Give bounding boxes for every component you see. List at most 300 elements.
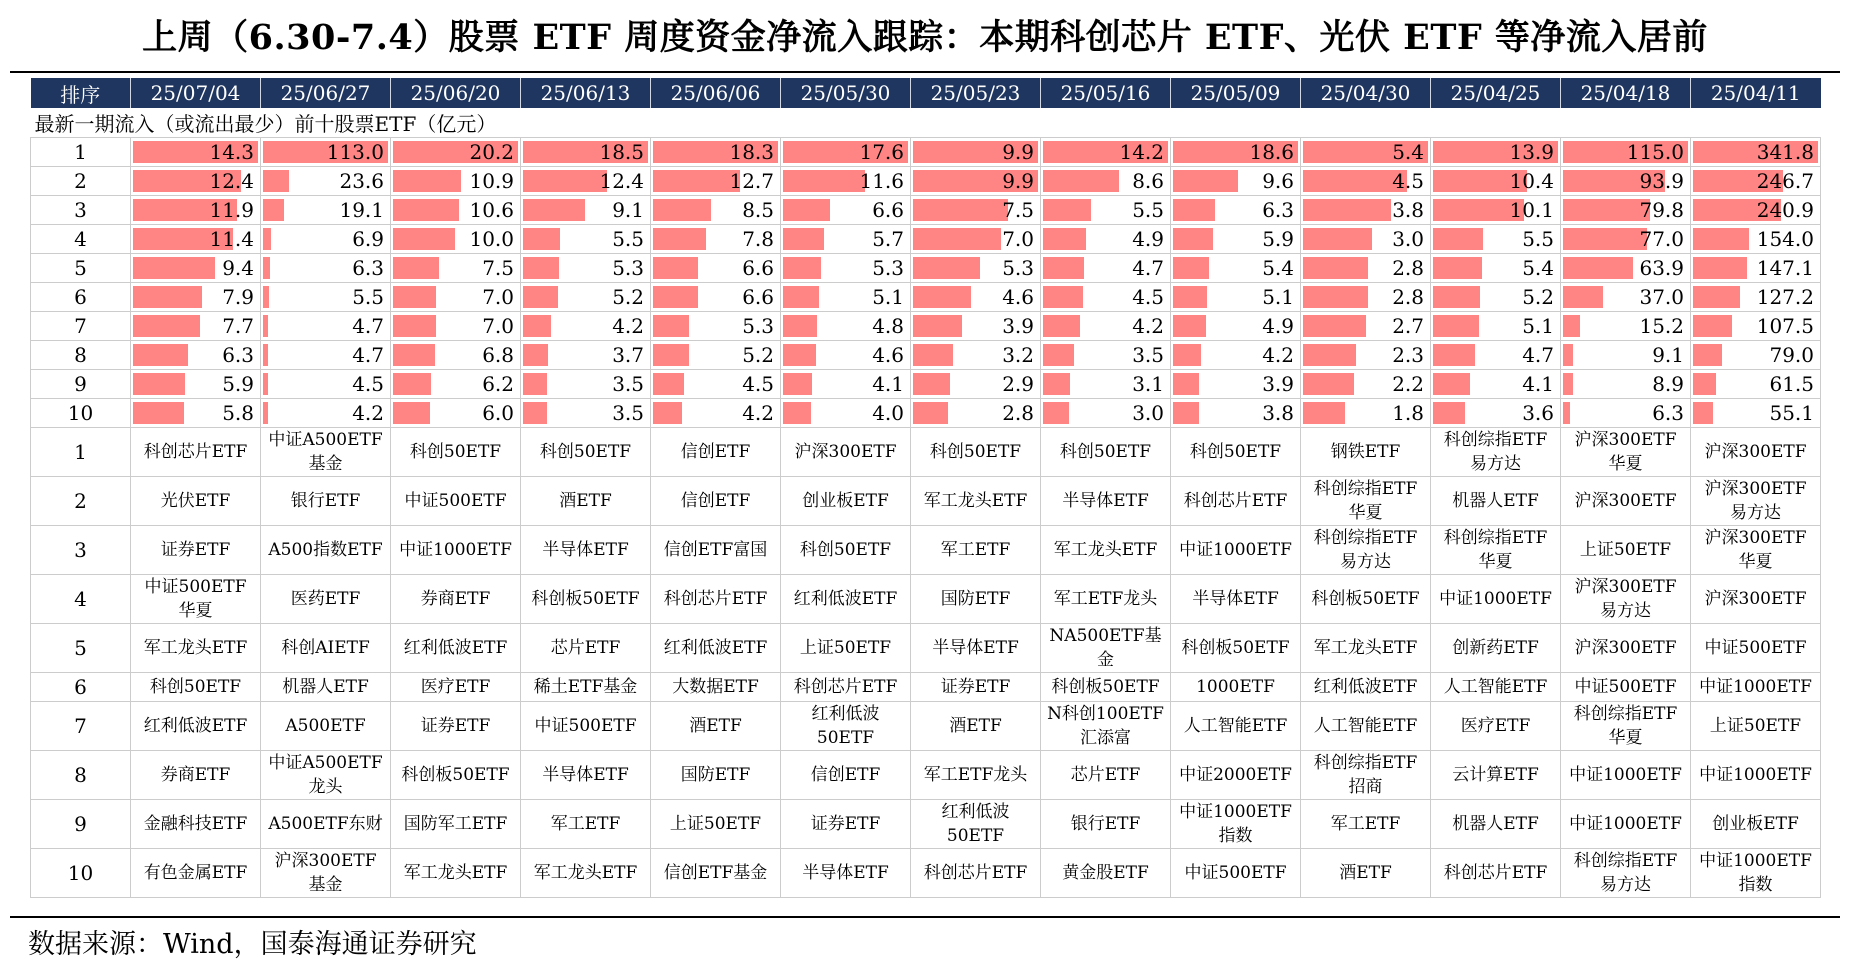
value-text: 6.8 bbox=[482, 343, 514, 367]
data-bar bbox=[653, 315, 689, 337]
etf-name-cell: 中证1000ETF bbox=[1561, 800, 1691, 849]
value-text: 5.9 bbox=[222, 372, 254, 396]
data-bar bbox=[1043, 228, 1086, 250]
value-cell bbox=[911, 341, 1041, 370]
value-text: 20.2 bbox=[469, 140, 514, 164]
header-row bbox=[31, 78, 1821, 108]
data-bar bbox=[1303, 199, 1391, 221]
value-text: 2.8 bbox=[1392, 256, 1424, 280]
value-text: 2.7 bbox=[1392, 314, 1424, 338]
etf-name-cell: 科创芯片ETF bbox=[131, 428, 261, 477]
data-bar bbox=[913, 228, 1001, 250]
data-bar bbox=[1563, 257, 1633, 279]
value-text: 2.9 bbox=[1002, 372, 1034, 396]
etf-name-cell: 中证500ETF 华夏 bbox=[131, 575, 261, 624]
etf-name-cell: 科创50ETF bbox=[1041, 428, 1171, 477]
etf-name-cell: 科创综指ETF 易方达 bbox=[1301, 526, 1431, 575]
value-text: 4.9 bbox=[1132, 227, 1164, 251]
rank-cell: 6 bbox=[31, 673, 131, 702]
value-text: 18.6 bbox=[1249, 140, 1294, 164]
value-row bbox=[31, 225, 1821, 254]
value-cell bbox=[521, 283, 651, 312]
data-bar bbox=[1693, 257, 1747, 279]
data-bar bbox=[523, 344, 548, 366]
data-bar bbox=[1303, 286, 1368, 308]
value-text: 4.2 bbox=[612, 314, 644, 338]
etf-name-cell: 科创板50ETF bbox=[1301, 575, 1431, 624]
data-bar bbox=[653, 402, 682, 424]
value-cell bbox=[1301, 167, 1431, 196]
value-text: 7.0 bbox=[482, 285, 514, 309]
etf-name-cell: 军工龙头ETF bbox=[521, 849, 651, 898]
value-cell bbox=[911, 283, 1041, 312]
value-text: 246.7 bbox=[1756, 169, 1814, 193]
value-text: 18.3 bbox=[729, 140, 774, 164]
value-cell bbox=[1691, 196, 1821, 225]
etf-name-cell: 军工龙头ETF bbox=[911, 477, 1041, 526]
value-cell bbox=[1301, 283, 1431, 312]
page-title: 上周（6.30-7.4）股票 ETF 周度资金净流入跟踪：本期科创芯片 ETF、光伏 ETF 等净流入居前 bbox=[142, 17, 1708, 58]
data-bar bbox=[523, 315, 551, 337]
etf-name-cell: 半导体ETF bbox=[1171, 575, 1301, 624]
rank-cell: 7 bbox=[31, 312, 131, 341]
date-header: 25/07/04 bbox=[131, 78, 261, 108]
value-text: 12.7 bbox=[729, 169, 774, 193]
value-cell bbox=[521, 254, 651, 283]
value-cell bbox=[1041, 341, 1171, 370]
value-text: 3.0 bbox=[1392, 227, 1424, 251]
date-header: 25/06/20 bbox=[391, 78, 521, 108]
data-bar bbox=[263, 344, 268, 366]
value-cell bbox=[911, 312, 1041, 341]
data-bar bbox=[133, 286, 202, 308]
etf-name-cell: 红利低波ETF bbox=[651, 624, 781, 673]
data-bar bbox=[1563, 199, 1650, 221]
date-header: 25/05/09 bbox=[1171, 78, 1301, 108]
data-bar bbox=[1173, 257, 1209, 279]
value-cell bbox=[521, 167, 651, 196]
value-text: 3.8 bbox=[1262, 401, 1294, 425]
etf-name-cell: 红利低波ETF bbox=[391, 624, 521, 673]
value-text: 5.1 bbox=[1262, 285, 1294, 309]
value-cell bbox=[391, 196, 521, 225]
value-cell bbox=[1691, 254, 1821, 283]
etf-name-cell: 军工ETF bbox=[521, 800, 651, 849]
etf-name-cell: 红利低波 50ETF bbox=[911, 800, 1041, 849]
value-text: 4.7 bbox=[1132, 256, 1164, 280]
value-text: 4.5 bbox=[1132, 285, 1164, 309]
value-cell bbox=[781, 370, 911, 399]
etf-name-cell: 红利低波ETF bbox=[131, 702, 261, 751]
data-bar bbox=[1693, 344, 1722, 366]
data-bar bbox=[393, 344, 435, 366]
etf-flow-table bbox=[30, 78, 1821, 898]
data-bar bbox=[783, 402, 811, 424]
data-bar bbox=[1303, 402, 1345, 424]
value-text: 5.3 bbox=[612, 256, 644, 280]
rank-cell: 9 bbox=[31, 800, 131, 849]
value-cell bbox=[1301, 254, 1431, 283]
value-text: 4.2 bbox=[742, 401, 774, 425]
value-cell bbox=[1431, 225, 1561, 254]
value-text: 5.2 bbox=[612, 285, 644, 309]
value-text: 4.7 bbox=[352, 343, 384, 367]
date-header: 25/04/18 bbox=[1561, 78, 1691, 108]
data-bar bbox=[1173, 199, 1215, 221]
value-cell bbox=[651, 399, 781, 428]
section-row bbox=[31, 108, 1821, 138]
table-body bbox=[31, 108, 1821, 898]
etf-name-cell: 券商ETF bbox=[391, 575, 521, 624]
etf-name-cell: 军工龙头ETF bbox=[1301, 624, 1431, 673]
value-row bbox=[31, 167, 1821, 196]
etf-name-cell: 中证1000ETF 指数 bbox=[1691, 849, 1821, 898]
value-cell bbox=[651, 312, 781, 341]
value-text: 17.6 bbox=[859, 140, 904, 164]
source-note: 数据来源：Wind，国泰海通证券研究 bbox=[28, 929, 477, 960]
etf-name-cell: 上证50ETF bbox=[1561, 526, 1691, 575]
etf-name-cell: 科创综指ETF 华夏 bbox=[1561, 702, 1691, 751]
value-text: 7.5 bbox=[1002, 198, 1034, 222]
etf-name-cell: 证券ETF bbox=[131, 526, 261, 575]
value-text: 4.5 bbox=[352, 372, 384, 396]
value-text: 9.1 bbox=[1652, 343, 1684, 367]
value-cell bbox=[261, 312, 391, 341]
date-header: 25/05/23 bbox=[911, 78, 1041, 108]
data-bar bbox=[1173, 315, 1206, 337]
etf-name-cell: 红利低波 50ETF bbox=[781, 702, 911, 751]
etf-name-cell: 半导体ETF bbox=[911, 624, 1041, 673]
data-bar bbox=[1303, 315, 1366, 337]
value-text: 147.1 bbox=[1756, 256, 1814, 280]
data-bar bbox=[393, 286, 436, 308]
value-cell bbox=[131, 196, 261, 225]
etf-name-cell: 1000ETF bbox=[1171, 673, 1301, 702]
value-text: 93.9 bbox=[1639, 169, 1684, 193]
value-cell bbox=[1171, 196, 1301, 225]
value-text: 10.1 bbox=[1509, 198, 1554, 222]
value-text: 5.4 bbox=[1392, 140, 1424, 164]
data-bar bbox=[1563, 286, 1603, 308]
value-cell bbox=[391, 283, 521, 312]
data-bar bbox=[913, 199, 1008, 221]
rank-cell: 10 bbox=[31, 849, 131, 898]
rank-cell: 10 bbox=[31, 399, 131, 428]
value-text: 5.2 bbox=[742, 343, 774, 367]
value-cell bbox=[1041, 283, 1171, 312]
etf-name-cell: 科创芯片ETF bbox=[781, 673, 911, 702]
etf-name-cell: 军工龙头ETF bbox=[391, 849, 521, 898]
value-cell bbox=[1561, 138, 1691, 167]
rank-cell: 9 bbox=[31, 370, 131, 399]
etf-name-cell: 信创ETF bbox=[651, 477, 781, 526]
date-header: 25/04/11 bbox=[1691, 78, 1821, 108]
value-cell bbox=[651, 341, 781, 370]
value-text: 4.2 bbox=[352, 401, 384, 425]
value-text: 3.9 bbox=[1002, 314, 1034, 338]
etf-name-cell: 银行ETF bbox=[1041, 800, 1171, 849]
name-row bbox=[31, 575, 1821, 624]
data-bar bbox=[1043, 315, 1080, 337]
value-text: 7.8 bbox=[742, 227, 774, 251]
value-text: 79.0 bbox=[1769, 343, 1814, 367]
etf-name-cell: 中证1000ETF bbox=[1561, 751, 1691, 800]
etf-name-cell: 科创综指ETF 华夏 bbox=[1301, 477, 1431, 526]
value-cell bbox=[651, 138, 781, 167]
value-cell bbox=[1041, 196, 1171, 225]
etf-name-cell: 中证1000ETF 指数 bbox=[1171, 800, 1301, 849]
value-text: 6.3 bbox=[352, 256, 384, 280]
data-bar bbox=[263, 199, 284, 221]
data-bar bbox=[783, 315, 817, 337]
value-text: 4.2 bbox=[1132, 314, 1164, 338]
data-bar bbox=[1303, 373, 1354, 395]
etf-name-cell: 军工ETF bbox=[1301, 800, 1431, 849]
value-text: 14.3 bbox=[209, 140, 254, 164]
value-cell bbox=[261, 370, 391, 399]
value-cell bbox=[1431, 312, 1561, 341]
data-bar bbox=[913, 344, 953, 366]
section-label: 最新一期流入（或流出最少）前十股票ETF（亿元） bbox=[31, 108, 1821, 138]
etf-name-cell: 中证1000ETF bbox=[1431, 575, 1561, 624]
etf-name-cell: A500ETF东财 bbox=[261, 800, 391, 849]
etf-name-cell: 中证1000ETF bbox=[391, 526, 521, 575]
value-row bbox=[31, 312, 1821, 341]
value-cell bbox=[1691, 167, 1821, 196]
date-header: 25/06/13 bbox=[521, 78, 651, 108]
value-cell bbox=[261, 196, 391, 225]
value-text: 6.6 bbox=[872, 198, 904, 222]
value-cell bbox=[1171, 312, 1301, 341]
value-text: 3.1 bbox=[1132, 372, 1164, 396]
rank-cell: 4 bbox=[31, 575, 131, 624]
value-text: 3.6 bbox=[1522, 401, 1554, 425]
data-bar bbox=[263, 373, 268, 395]
data-bar bbox=[1433, 286, 1480, 308]
date-header: 25/05/16 bbox=[1041, 78, 1171, 108]
value-cell bbox=[1431, 167, 1561, 196]
value-cell bbox=[131, 167, 261, 196]
data-bar bbox=[393, 228, 455, 250]
value-text: 63.9 bbox=[1639, 256, 1684, 280]
rank-header: 排序 bbox=[31, 78, 131, 108]
data-bar bbox=[263, 402, 268, 424]
data-bar bbox=[1043, 373, 1070, 395]
data-bar bbox=[783, 228, 824, 250]
value-row bbox=[31, 254, 1821, 283]
value-text: 12.4 bbox=[209, 169, 254, 193]
data-bar bbox=[1433, 344, 1475, 366]
data-bar bbox=[913, 402, 948, 424]
etf-name-cell: 中证1000ETF bbox=[1691, 751, 1821, 800]
value-row bbox=[31, 399, 1821, 428]
value-cell bbox=[911, 225, 1041, 254]
value-text: 5.1 bbox=[1522, 314, 1554, 338]
rank-cell: 7 bbox=[31, 702, 131, 751]
data-bar bbox=[393, 402, 430, 424]
etf-name-cell: 科创50ETF bbox=[781, 526, 911, 575]
value-cell bbox=[131, 254, 261, 283]
data-bar bbox=[1043, 199, 1091, 221]
name-row bbox=[31, 800, 1821, 849]
data-bar bbox=[263, 315, 268, 337]
value-text: 9.1 bbox=[612, 198, 644, 222]
data-bar bbox=[1433, 315, 1479, 337]
data-bar bbox=[653, 286, 698, 308]
value-text: 7.0 bbox=[482, 314, 514, 338]
data-bar bbox=[393, 373, 431, 395]
value-cell bbox=[521, 196, 651, 225]
etf-name-cell: 黄金股ETF bbox=[1041, 849, 1171, 898]
etf-name-cell: 沪深300ETF 易方达 bbox=[1561, 575, 1691, 624]
value-cell bbox=[1041, 370, 1171, 399]
etf-name-cell: 中证A500ETF 龙头 bbox=[261, 751, 391, 800]
data-bar bbox=[783, 286, 819, 308]
data-bar bbox=[393, 315, 436, 337]
value-text: 3.9 bbox=[1262, 372, 1294, 396]
name-row bbox=[31, 702, 1821, 751]
value-cell bbox=[781, 312, 911, 341]
data-bar bbox=[1563, 228, 1647, 250]
value-cell bbox=[261, 138, 391, 167]
value-cell bbox=[1171, 341, 1301, 370]
value-cell bbox=[1171, 138, 1301, 167]
data-bar bbox=[783, 170, 865, 192]
value-text: 7.7 bbox=[222, 314, 254, 338]
etf-name-cell: 科创板50ETF bbox=[1041, 673, 1171, 702]
value-cell bbox=[1301, 312, 1431, 341]
data-bar bbox=[263, 257, 270, 279]
etf-name-cell: 科创AIETF bbox=[261, 624, 391, 673]
etf-name-cell: 科创芯片ETF bbox=[1431, 849, 1561, 898]
value-cell bbox=[1301, 341, 1431, 370]
value-cell bbox=[391, 138, 521, 167]
name-row bbox=[31, 849, 1821, 898]
value-cell bbox=[1301, 196, 1431, 225]
value-text: 3.5 bbox=[612, 372, 644, 396]
etf-name-cell: 沪深300ETF 华夏 bbox=[1561, 428, 1691, 477]
value-text: 6.3 bbox=[1262, 198, 1294, 222]
date-header: 25/06/06 bbox=[651, 78, 781, 108]
value-text: 12.4 bbox=[599, 169, 644, 193]
data-bar bbox=[1563, 373, 1573, 395]
etf-name-cell: 上证50ETF bbox=[1691, 702, 1821, 751]
value-row bbox=[31, 370, 1821, 399]
value-cell bbox=[131, 283, 261, 312]
rank-cell: 8 bbox=[31, 751, 131, 800]
value-text: 11.6 bbox=[859, 169, 904, 193]
value-cell bbox=[521, 341, 651, 370]
data-bar bbox=[523, 199, 585, 221]
value-text: 4.5 bbox=[742, 372, 774, 396]
data-bar bbox=[913, 373, 950, 395]
value-cell bbox=[521, 370, 651, 399]
value-cell bbox=[1041, 167, 1171, 196]
value-cell bbox=[131, 370, 261, 399]
rank-cell: 4 bbox=[31, 225, 131, 254]
value-cell bbox=[261, 283, 391, 312]
value-text: 9.4 bbox=[222, 256, 254, 280]
value-cell bbox=[1301, 370, 1431, 399]
value-cell bbox=[1171, 225, 1301, 254]
etf-name-cell: 中证500ETF bbox=[1171, 849, 1301, 898]
value-cell bbox=[1301, 225, 1431, 254]
etf-name-cell: 创新药ETF bbox=[1431, 624, 1561, 673]
etf-name-cell: 钢铁ETF bbox=[1301, 428, 1431, 477]
value-text: 6.3 bbox=[1652, 401, 1684, 425]
etf-name-cell: 中证500ETF bbox=[521, 702, 651, 751]
data-bar bbox=[783, 344, 816, 366]
data-bar bbox=[263, 228, 271, 250]
name-row bbox=[31, 751, 1821, 800]
value-text: 3.5 bbox=[612, 401, 644, 425]
etf-name-cell: 银行ETF bbox=[261, 477, 391, 526]
value-text: 5.2 bbox=[1522, 285, 1554, 309]
data-bar bbox=[913, 286, 971, 308]
data-bar bbox=[653, 199, 711, 221]
value-cell bbox=[1691, 312, 1821, 341]
value-cell bbox=[261, 254, 391, 283]
value-text: 107.5 bbox=[1756, 314, 1814, 338]
etf-name-cell: 上证50ETF bbox=[651, 800, 781, 849]
data-bar bbox=[1693, 315, 1732, 337]
value-cell bbox=[1171, 254, 1301, 283]
value-text: 115.0 bbox=[1626, 140, 1684, 164]
value-cell bbox=[911, 167, 1041, 196]
data-bar bbox=[523, 228, 560, 250]
value-cell bbox=[911, 138, 1041, 167]
rank-cell: 1 bbox=[31, 428, 131, 477]
value-cell bbox=[1561, 254, 1691, 283]
data-bar bbox=[1303, 257, 1368, 279]
etf-name-cell: 科创综指ETF 招商 bbox=[1301, 751, 1431, 800]
etf-name-cell: 军工ETF bbox=[911, 526, 1041, 575]
value-text: 6.3 bbox=[222, 343, 254, 367]
data-bar bbox=[783, 199, 830, 221]
name-row bbox=[31, 673, 1821, 702]
value-cell bbox=[781, 341, 911, 370]
value-cell bbox=[1431, 370, 1561, 399]
value-cell bbox=[261, 167, 391, 196]
data-bar bbox=[1563, 402, 1570, 424]
etf-name-cell: 创业板ETF bbox=[781, 477, 911, 526]
value-text: 4.1 bbox=[1522, 372, 1554, 396]
etf-name-cell: 金融科技ETF bbox=[131, 800, 261, 849]
value-cell bbox=[911, 254, 1041, 283]
value-text: 8.5 bbox=[742, 198, 774, 222]
etf-name-cell: 半导体ETF bbox=[521, 526, 651, 575]
etf-name-cell: 云计算ETF bbox=[1431, 751, 1561, 800]
etf-name-cell: 科创综指ETF 易方达 bbox=[1431, 428, 1561, 477]
etf-name-cell: 中证500ETF bbox=[1561, 673, 1691, 702]
etf-name-cell: 信创ETF bbox=[651, 428, 781, 477]
value-text: 5.5 bbox=[352, 285, 384, 309]
value-cell bbox=[1431, 254, 1561, 283]
data-bar bbox=[1303, 228, 1372, 250]
value-cell bbox=[391, 370, 521, 399]
etf-name-cell: 人工智能ETF bbox=[1431, 673, 1561, 702]
data-bar bbox=[133, 402, 184, 424]
value-cell bbox=[1041, 312, 1171, 341]
value-cell bbox=[1691, 138, 1821, 167]
name-row bbox=[31, 526, 1821, 575]
data-bar bbox=[1043, 344, 1074, 366]
value-cell bbox=[1041, 399, 1171, 428]
value-text: 8.6 bbox=[1132, 169, 1164, 193]
value-cell bbox=[1561, 167, 1691, 196]
data-bar bbox=[523, 286, 558, 308]
value-text: 18.5 bbox=[599, 140, 644, 164]
